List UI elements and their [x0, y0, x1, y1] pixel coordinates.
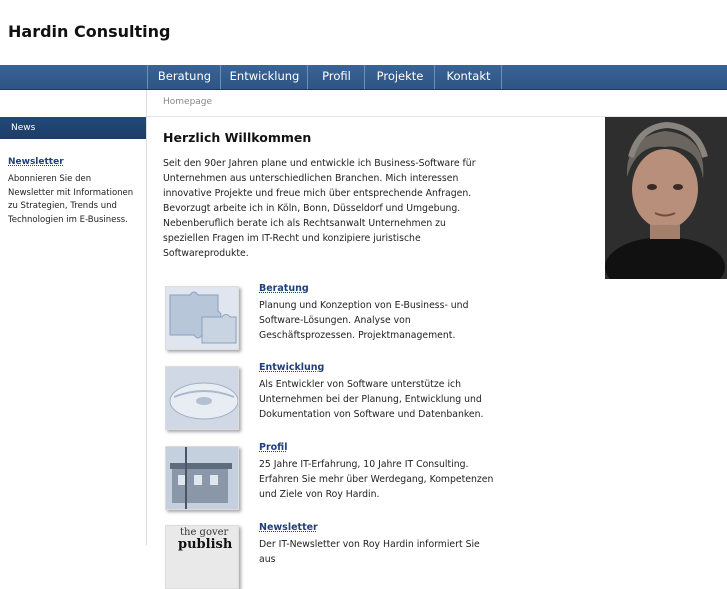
news-header	[0, 117, 146, 139]
puzzle-thumbnail[interactable]	[165, 286, 239, 350]
service-title-profil[interactable]: Profil	[259, 442, 288, 453]
nav-item-projekte[interactable]: Projekte	[364, 65, 435, 89]
breadcrumb[interactable]: Homepage	[163, 97, 213, 107]
service-title-beratung[interactable]: Beratung	[259, 283, 309, 294]
sidebar-divider	[146, 90, 147, 545]
nav-item-beratung[interactable]: Beratung	[147, 65, 221, 89]
cd-thumbnail[interactable]	[165, 366, 239, 430]
service-text-newsletter: Der IT-Newsletter von Roy Hardin informiert Sie aus	[259, 539, 480, 565]
service-text-entwicklung: Als Entwickler von Software unterstütze ich Unternehmen bei der Planung, Entwicklung und Dokumentation von Software und Datenbanken.	[259, 379, 484, 420]
nav-item-kontakt[interactable]: Kontakt	[434, 65, 502, 89]
newspaper-text-line-2: publish	[178, 537, 233, 552]
nav-item-entwicklung[interactable]: Entwicklung	[220, 65, 308, 89]
sidebar-newsletter-link[interactable]: Newsletter	[8, 157, 64, 167]
sidebar-newsletter-text: Abonnieren Sie den Newsletter mit Informationen zu Strategien, Trends und Technologien im E-Business.	[8, 174, 134, 225]
service-text-beratung: Planung und Konzeption von E-Business- und Software-Lösungen. Analyse von Geschäftsprozessen. Projektmanagement.	[259, 300, 469, 341]
site-title[interactable]: Hardin Consulting	[8, 22, 171, 41]
newspaper-text-line-1: the gover	[180, 527, 229, 538]
newspaper-thumbnail[interactable]	[165, 525, 239, 589]
service-text-profil: 25 Jahre IT-Erfahrung, 10 Jahre IT Consulting. Erfahren Sie mehr über Werdegang, Kompetenzen und Ziele von Roy Hardin.	[259, 459, 494, 500]
nav-divider	[501, 65, 502, 89]
intro-text: Seit den 90er Jahren plane und entwickle ich Business-Software für Unternehmen aus unterschiedlichen Branchen. Mich interessen innovative Projekte und freue mich über entsprechende Anfragen. Bevorzugt arbeite ich in Köln, Bonn, Düsseldorf und Umgebung. Nebenberuflich berate ich als Rechtsanwalt Unternehmen zu speziellen Fragen im IT-Recht und konzipiere juristische Softwareprodukte.	[163, 158, 476, 259]
page-title: Herzlich Willkommen	[163, 130, 312, 145]
nav-item-profil[interactable]: Profil	[307, 65, 365, 89]
news-label: News	[11, 123, 36, 133]
building-thumbnail[interactable]	[165, 446, 239, 510]
portrait-photo	[605, 117, 727, 279]
breadcrumb-bar	[147, 90, 727, 117]
main-nav	[0, 65, 727, 90]
service-title-newsletter[interactable]: Newsletter	[259, 522, 318, 533]
service-title-entwicklung[interactable]: Entwicklung	[259, 362, 325, 373]
